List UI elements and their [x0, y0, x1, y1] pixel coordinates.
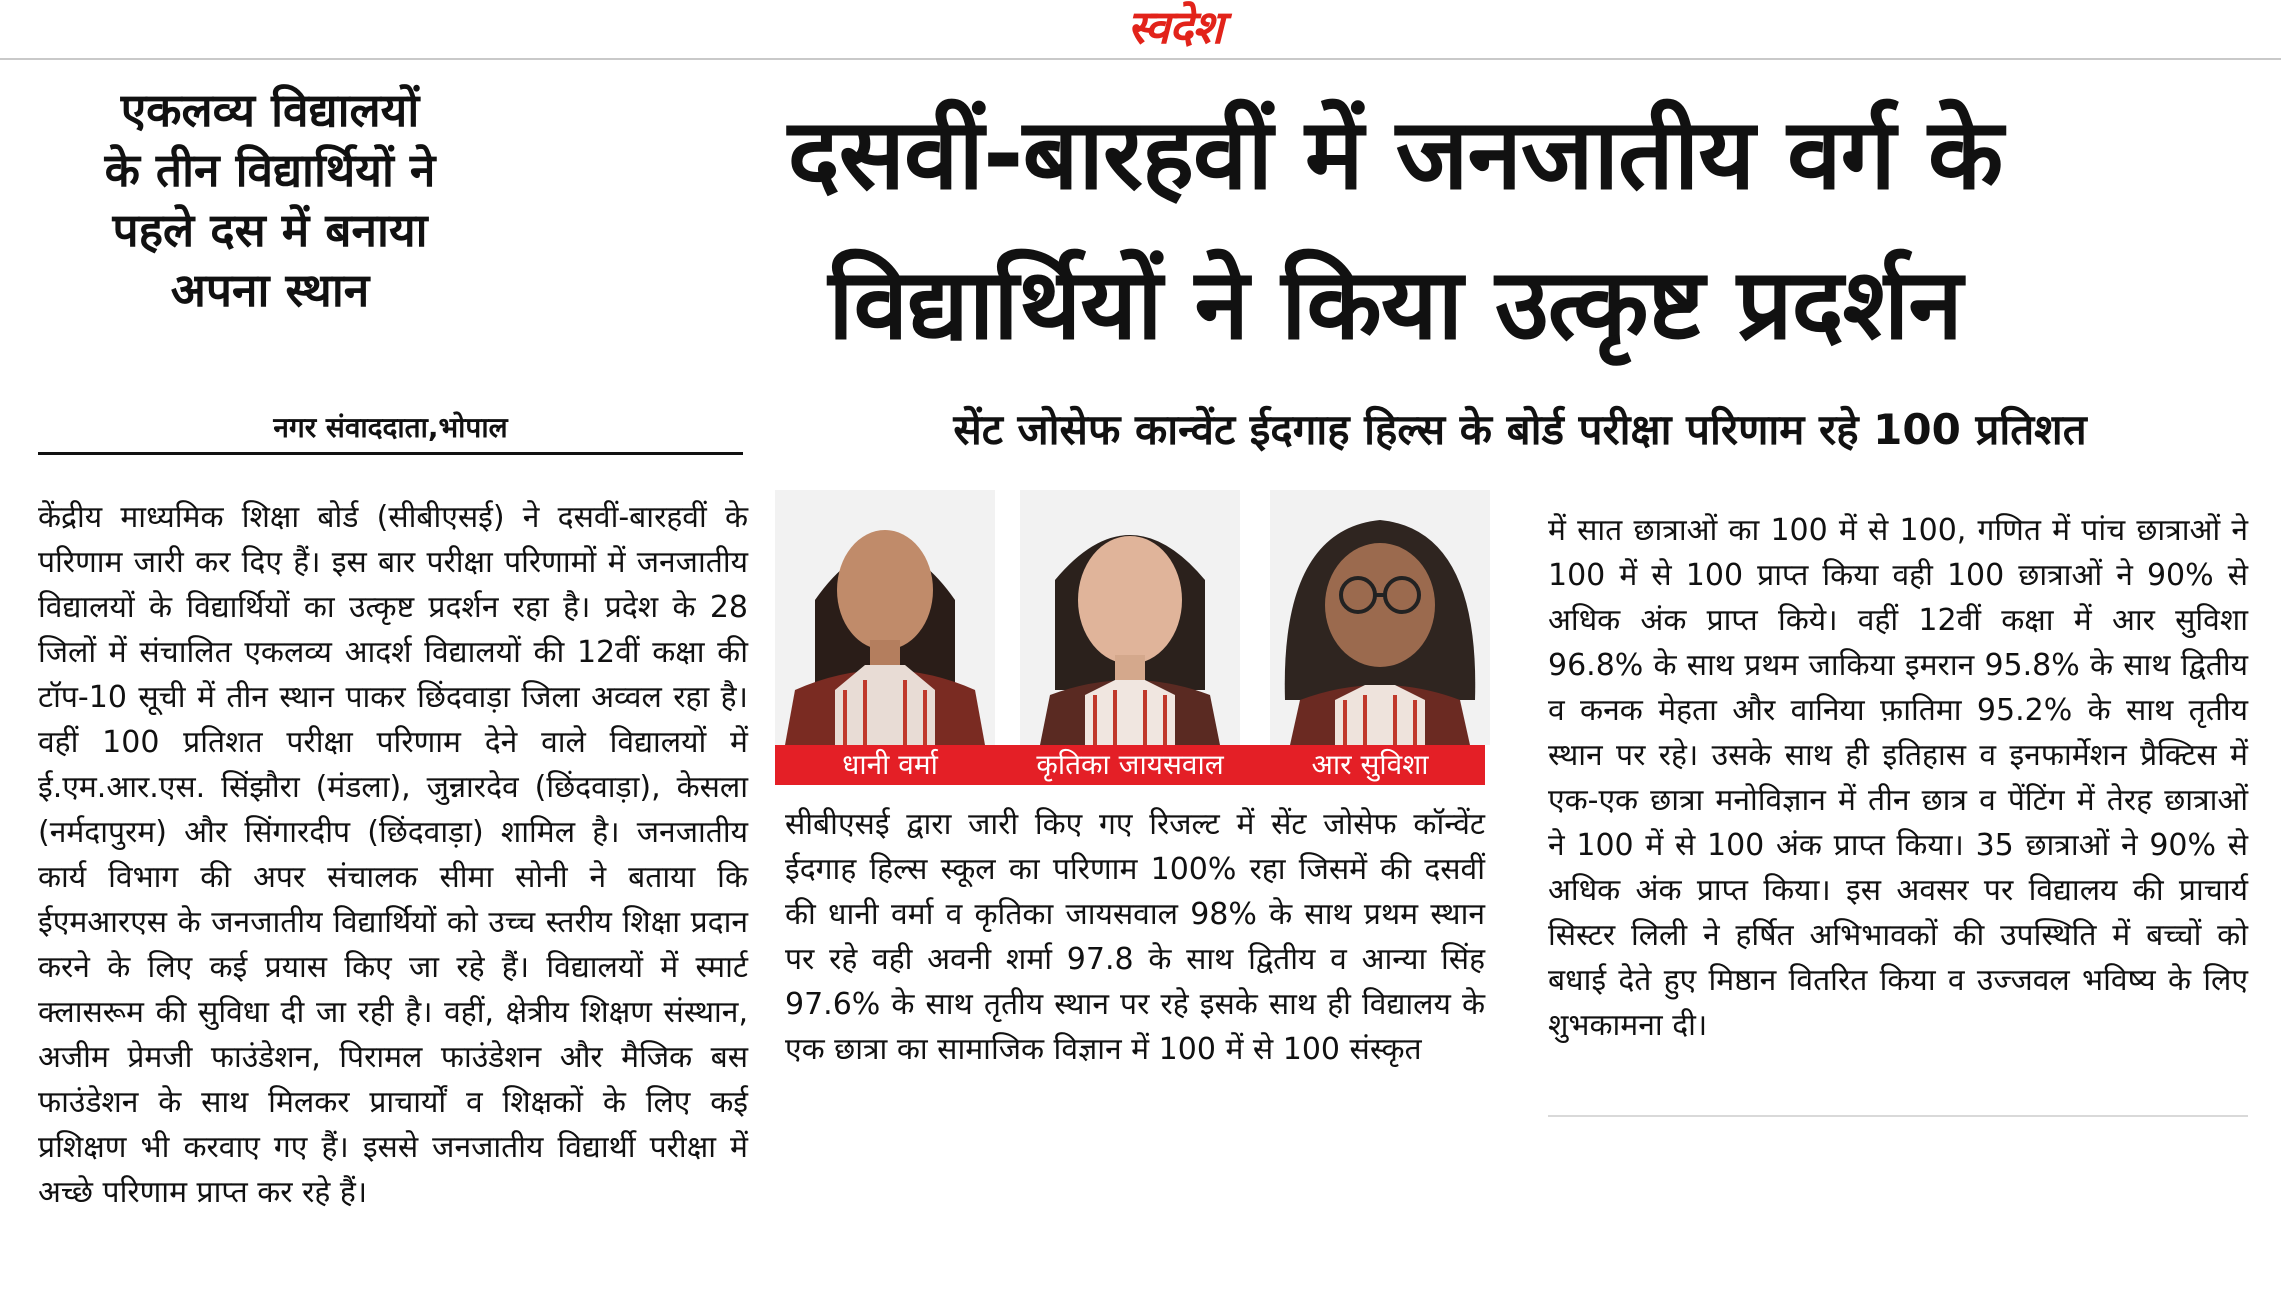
- headline-line-2: विद्यार्थियों ने किया उत्कृष्ट प्रदर्शन: [828, 248, 1962, 362]
- byline: नगर संवाददाता,भोपाल: [38, 408, 743, 455]
- photo-caption: कृतिका जायसवाल: [1036, 748, 1224, 781]
- deck-line: अपना स्थान: [170, 263, 370, 317]
- student-photo: [1270, 490, 1490, 745]
- newspaper-logo: स्वदेश: [1127, 0, 1223, 54]
- photo-caption: धानी वर्मा: [842, 748, 938, 781]
- student-photos: [775, 490, 1485, 790]
- deck-line: पहले दस में बनाया: [112, 203, 428, 257]
- subheadline: सेंट जोसेफ कान्वेंट ईदगाह हिल्स के बोर्ड परीक्षा परिणाम रहे 100 प्रतिशत: [953, 405, 2087, 454]
- article-column-1: केंद्रीय माध्यमिक शिक्षा बोर्ड (सीबीएसई) ने दसवीं-बारहवीं के परिणाम जारी कर दिए हैं। इस बार परीक्षा परिणामों में जनजातीय विद्यालयों के विद्यार्थियों का उत्कृष्ट प्रदर्शन रहा है। प्रदेश के 28 जिलों में संचालित एकलव्य आदर्श विद्यालयों की 12वीं कक्षा की टॉप-10 सूची में तीन स्थान पाकर छिंदवाड़ा जिला अव्वल रहा है। वहीं 100 प्रतिशत परीक्षा परिणाम देने वाले विद्यालयों में ई.एम.आर.एस. सिंझौरा (मंडला), जुन्नारदेव (छिंदवाड़ा), केसला (नर्मदापुरम) और सिंगारदीप (छिंदवाड़ा) शामिल है। जनजातीय कार्य विभाग की अपर संचालक सीमा सोनी ने बताया कि ईएमआरएस के जनजातीय विद्यार्थियों को उच्च स्तरीय शिक्षा प्रदान करने के लिए कई प्रयास किए जा रहे हैं। विद्यालयों में स्मार्ट क्लासरूम की सुविधा दी जा रही है। वहीं, क्षेत्रीय शिक्षण संस्थान, अजीम प्रेमजी फाउंडेशन, पिरामल फाउंडेशन और मैजिक बस फाउंडेशन के साथ मिलकर प्राचार्यों व शिक्षकों के लिए कई प्रशिक्षण भी करवाए गए हैं। इससे जनजातीय विद्यार्थी परीक्षा में अच्छे परिणाम प्राप्त कर रहे हैं।: [38, 500, 748, 1210]
- deck-line: एकलव्य विद्यालयों: [120, 83, 420, 137]
- deck-line: के तीन विद्यार्थियों ने: [104, 143, 436, 197]
- headline-line-1: दसवीं-बारहवीं में जनजातीय वर्ग के: [787, 98, 2003, 212]
- student-portrait-icon: [1020, 490, 1240, 745]
- column-divider: [1548, 1115, 2248, 1117]
- photo-caption-bar: [775, 745, 1485, 785]
- student-portrait-icon: [775, 490, 995, 745]
- student-portrait-icon: [1270, 490, 1490, 745]
- main-headline: [520, 80, 2270, 380]
- article-column-3: में सात छात्राओं का 100 में से 100, गणित में पांच छात्राओं ने 100 में से 100 प्राप्त किया वही 100 छात्राओं ने 90% से अधिक अंक प्राप्त किये। वहीं 12वीं कक्षा में आर सुविशा 96.8% के साथ प्रथम जाकिया इमरान 95.8% के साथ द्वितीय व कनक मेहता और वानिया फ़ातिमा 95.2% के साथ तृतीय स्थान पर रहे। उसके साथ ही इतिहास व इनफार्मेशन प्रैक्टिस में एक-एक छात्रा मनोविज्ञान में तीन छात्र व पेंटिंग में तेरह छात्राओं ने 100 में से 100 अंक प्राप्त किया। 35 छात्राओं ने 90% से अधिक अंक प्राप्त किया। इस अवसर पर विद्यालय की प्राचार्य सिस्टर लिली ने हर्षित अभिभावकों की उपस्थिति में बच्चों को बधाई देते हुए मिष्ठान वितरित किया व उज्जवल भविष्य के लिए शुभकामना दी।: [1548, 513, 2248, 1043]
- article-column-2: सीबीएसई द्वारा जारी किए गए रिजल्ट में सेंट जोसेफ कॉन्वेंट ईदगाह हिल्स स्कूल का परिणाम 100% रहा जिसमें की दसवीं की धानी वर्मा व कृतिका जायसवाल 98% के साथ प्रथम स्थान पर रहे वही अवनी शर्मा 97.8 के साथ द्वितीय व आन्या सिंह 97.6% के साथ तृतीय स्थान पर रहे इसके साथ ही विद्यालय के एक छात्रा का सामाजिक विज्ञान में 100 में से 100 संस्कृत: [785, 807, 1485, 1067]
- masthead: [0, 0, 2281, 60]
- photo-caption: आर सुविशा: [1311, 748, 1429, 781]
- deck-headline: [35, 80, 505, 320]
- student-photo: [775, 490, 995, 745]
- student-photo: [1020, 490, 1240, 745]
